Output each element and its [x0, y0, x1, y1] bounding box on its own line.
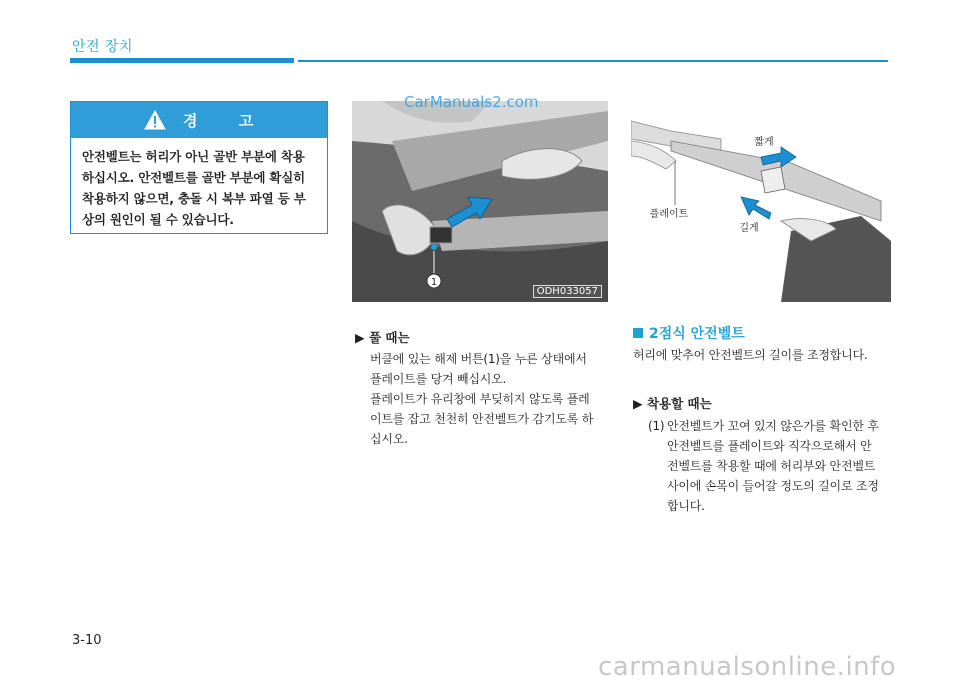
watermark-text: CarManuals2.com: [404, 93, 539, 111]
warning-line: 하십시오. 안전벨트를 골반 부분에 확실히: [82, 170, 306, 185]
label-long: 길게: [739, 223, 759, 234]
text-line: 버클에 있는 해제 버튼(1)을 누른 상태에서: [370, 352, 587, 366]
text-line: 이트를 잡고 천천히 안전벨트가 감기도록 하: [370, 412, 594, 426]
warning-line: 안전벨트는 허리가 아닌 골반 부분에 착용: [82, 149, 305, 164]
warning-line: 착용하지 않으면, 충돌 시 복부 파열 등 부: [82, 191, 306, 206]
belt-adjust-drawing: [631, 101, 891, 302]
section-title: 안전 장치: [72, 39, 134, 55]
label-plate: 플레이트: [649, 209, 689, 220]
warning-box: [70, 101, 328, 234]
buckle-release-illustration: [352, 101, 608, 302]
wearing-heading: ▶ 착용할 때는: [633, 396, 712, 411]
release-text: [370, 349, 610, 449]
item-number: (1): [648, 419, 665, 433]
warning-text: [82, 146, 322, 230]
text-line: 합니다.: [667, 499, 705, 513]
text-line: 플레이트를 당겨 빼십시오.: [370, 372, 507, 386]
text-line: 전벨트를 착용할 때에 허리부와 안전벨트: [667, 459, 876, 473]
header-rule-thin: [298, 60, 888, 62]
heading-square-icon: [633, 328, 643, 338]
text-line: 십시오.: [370, 432, 408, 446]
header-rule-thick: [70, 58, 294, 63]
belt-adjust-illustration: [631, 101, 891, 302]
two-point-heading: [633, 323, 745, 343]
release-heading: ▶ 풀 때는: [355, 330, 410, 345]
label-short: 짧게: [754, 137, 774, 148]
text-line: 사이에 손목이 들어갈 정도의 길이로 조정: [667, 479, 879, 493]
text-line: 플레이트가 유리창에 부딪히지 않도록 플레: [370, 392, 590, 406]
figure-code: OQT035016: [824, 287, 885, 298]
page-number: 3-10: [72, 633, 102, 648]
callout-number: 1: [430, 277, 438, 288]
warning-line: 상의 원인이 될 수 있습니다.: [82, 212, 234, 227]
warning-title: 경 고: [183, 112, 272, 130]
buckle-release-photo: [352, 101, 608, 302]
two-point-heading-text: 2점식 안전벨트: [649, 326, 745, 342]
footer-watermark: carmanualsonline.info: [598, 652, 897, 682]
figure-code: ODH033057: [533, 285, 602, 298]
warning-triangle-icon: [144, 110, 166, 130]
text-line: 안전벨트가 꼬여 있지 않은가를 확인한 후: [667, 419, 879, 433]
wearing-text: [667, 416, 897, 516]
two-point-intro: 허리에 맞추어 안전벨트의 길이를 조정합니다.: [633, 348, 868, 362]
text-line: 안전벨트를 플레이트와 직각으로해서 안: [667, 439, 872, 453]
warning-header: [71, 102, 327, 138]
